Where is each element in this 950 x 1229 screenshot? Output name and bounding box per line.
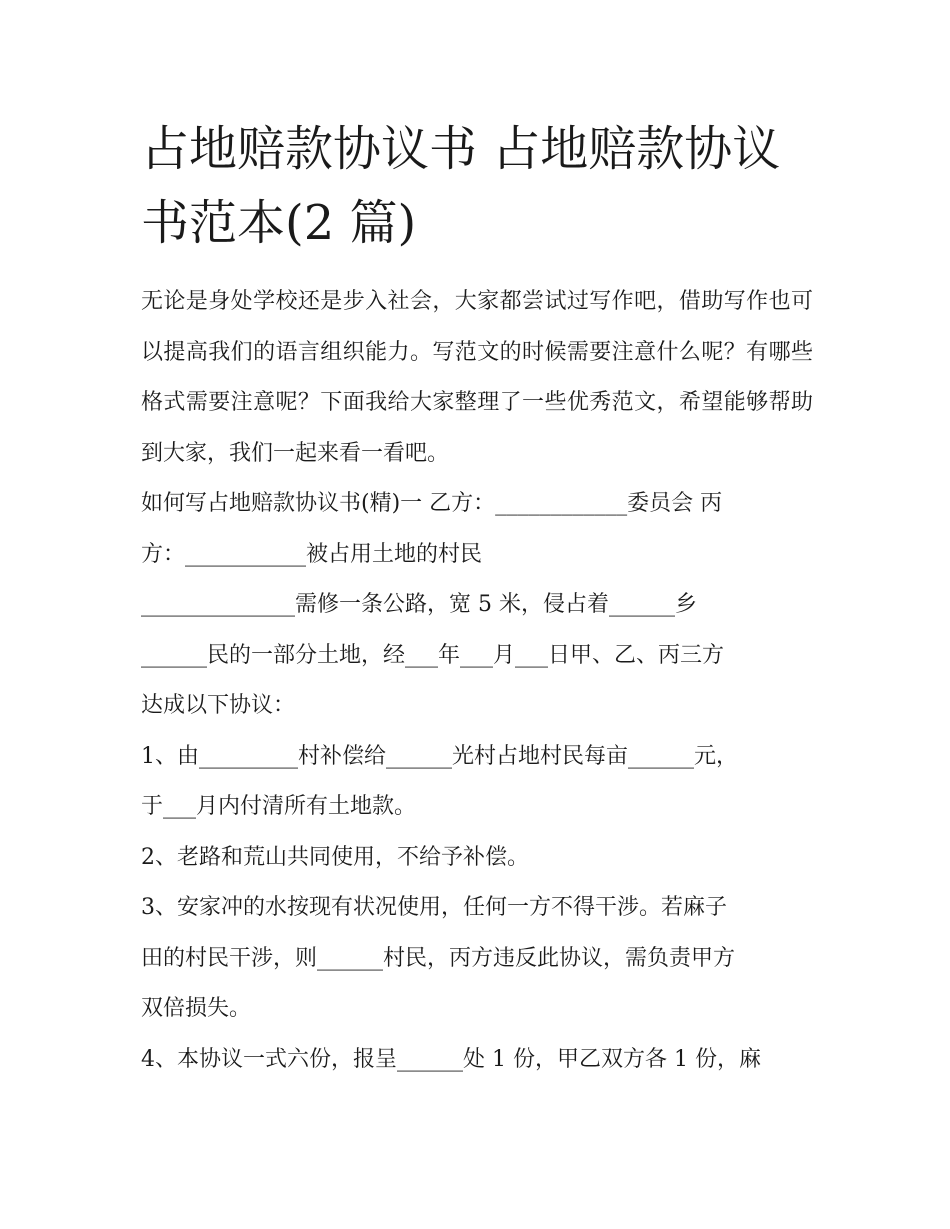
clause-1-continued: 于___月内付清所有土地款。	[141, 794, 417, 819]
intro-paragraph: 无论是身处学校还是步入社会，大家都尝试过写作吧，借助写作也可以提高我们的语言组织能力。写范文的时候需要注意什么呢？有哪些格式需要注意呢？下面我给大家整理了一些优秀范文，希望能够帮助到大家，我们一起来看一看吧。	[141, 289, 813, 466]
clause-3-end: 双倍损失。	[141, 996, 252, 1021]
clause-4: 4、本协议一式六份，报呈______处 1 份，甲乙双方各 1 份，麻	[141, 1046, 761, 1072]
agreement-line: 达成以下协议：	[141, 693, 296, 718]
clause-3: 3、安家冲的水按现有状况使用，任何一方不得干涉。若麻子	[141, 895, 727, 920]
agreement-body	[141, 479, 813, 1085]
agreement-line: ______________需修一条公路，宽 5 米，侵占着______乡	[141, 592, 697, 617]
clause-3-continued: 田的村民干涉，则______村民，丙方违反此协议，需负责甲方	[141, 945, 736, 971]
agreement-line: ______民的一部分土地，经___年___月___日甲、乙、丙三方	[141, 642, 725, 668]
agreement-line: 如何写占地赔款协议书(精)一 乙方：____________委员会 丙	[141, 491, 723, 516]
agreement-line: 方：___________被占用土地的村民	[141, 541, 483, 567]
clause-1: 1、由_________村补偿给______光村占地村民每亩______元，	[141, 743, 738, 769]
clause-2: 2、老路和荒山共同使用，不给予补偿。	[141, 844, 529, 870]
document-title: 占地赔款协议书 占地赔款协议书范本(2 篇)	[141, 121, 781, 251]
